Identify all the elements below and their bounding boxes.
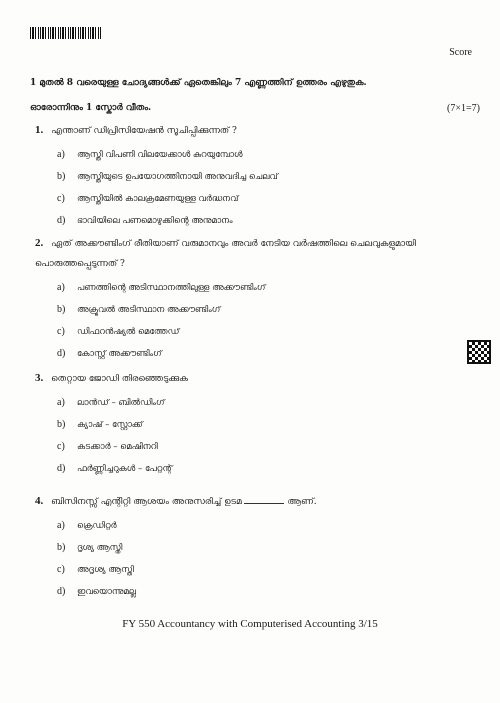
option-b: b) ആസ്തിയുടെ ഉപയോഗത്തിനായി അനുവദിച്ച ചെലവ് [57,171,278,182]
question-text-after: ആണ്. [287,497,317,507]
option-b: b) ക്യാഷ് – സ്റ്റോക്ക് [57,419,143,430]
question-text: ഏത് അക്കൗണ്ടിംഗ് രീതിയാണ് വരുമാനവും അവർ നേടിയ വർഷത്തിലെ ചെലവുകളുമായി പൊരുത്തപ്പെടുന്നത് ? [35,239,416,269]
option-d: d) ഇവയൊന്നുമല്ല [57,586,137,597]
option-a: a) ലാൻഡ് – ബിൽഡിംഗ് [57,397,165,408]
option-d: d) ഫർണ്ണിച്ചറുകൾ – പേറ്റന്റ് [57,463,173,474]
question-number: 3. [35,372,44,384]
instruction-line-1: 1 മുതൽ 8 വരെയുള്ള ചോദ്യങ്ങൾക്ക് ഏതെങ്കിലും 7 എണ്ണത്തിന് ഉത്തരം എഴുതുക. [30,78,367,88]
question-number: 2. [35,237,44,249]
option-d: d) കോസ്റ്റ് അക്കൗണ്ടിംഗ് [57,348,162,359]
question-text: തെറ്റായ ജോഡി തിരഞ്ഞെടുക്കുക [51,374,188,384]
option-a: a) ക്രെഡിറ്റർ [57,520,117,531]
question-1 [35,120,455,232]
instruction-line-2: ഓരോന്നിനും 1 സ്കോർ വീതം. [30,103,152,113]
options-list [35,277,455,365]
option-b: b) ദൃശ്യ ആസ്തി [57,542,123,553]
fill-in-blank [244,494,284,504]
option-a: a) പണത്തിന്റെ അടിസ്ഥാനത്തിലുള്ള അക്കൗണ്ടിംഗ് [57,282,266,293]
question-4 [35,491,455,603]
question-text-before: ബിസിനസ്സ് എന്റിറ്റി ആശയം അനുസരിച്ച് ഉടമ [51,497,242,507]
question-number: 1. [35,124,44,136]
option-c: c) കടക്കാർ – മെഷിനറി [57,441,158,452]
options-list [35,144,455,232]
option-d: d) ഭാവിയിലെ പണമൊഴുക്കിന്റെ അനുമാനം [57,215,233,226]
qr-code [467,340,491,364]
option-c: c) അദൃശ്യ ആസ്തി [57,564,134,575]
options-list [35,392,455,480]
option-a: a) ആസ്തി വിപണി വിലയേക്കാൾ കുറയുമ്പോൾ [57,149,243,160]
instruction [30,71,480,121]
options-list [35,515,455,603]
question-2 [35,233,455,365]
option-c: c) ഡിഫറൻഷ്യൽ മെത്തേഡ് [57,326,180,337]
page-footer: FY 550 Accountancy with Computerised Accounting 3/15 [122,618,378,630]
question-text: എന്താണ് ഡിപ്രിസിയേഷൻ സൂചിപ്പിക്കുന്നത് ? [51,126,237,136]
option-c: c) ആസ്തിയിൽ കാലക്രമേണയുള്ള വർദ്ധനവ് [57,193,239,204]
option-b: b) അക്രൂവൽ അടിസ്ഥാന അക്കൗണ്ടിംഗ് [57,304,221,315]
marks-allocation: (7×1=7) [447,103,480,114]
score-label: Score [449,47,472,58]
question-number: 4. [35,495,44,507]
question-3 [35,368,455,480]
barcode [30,27,102,39]
